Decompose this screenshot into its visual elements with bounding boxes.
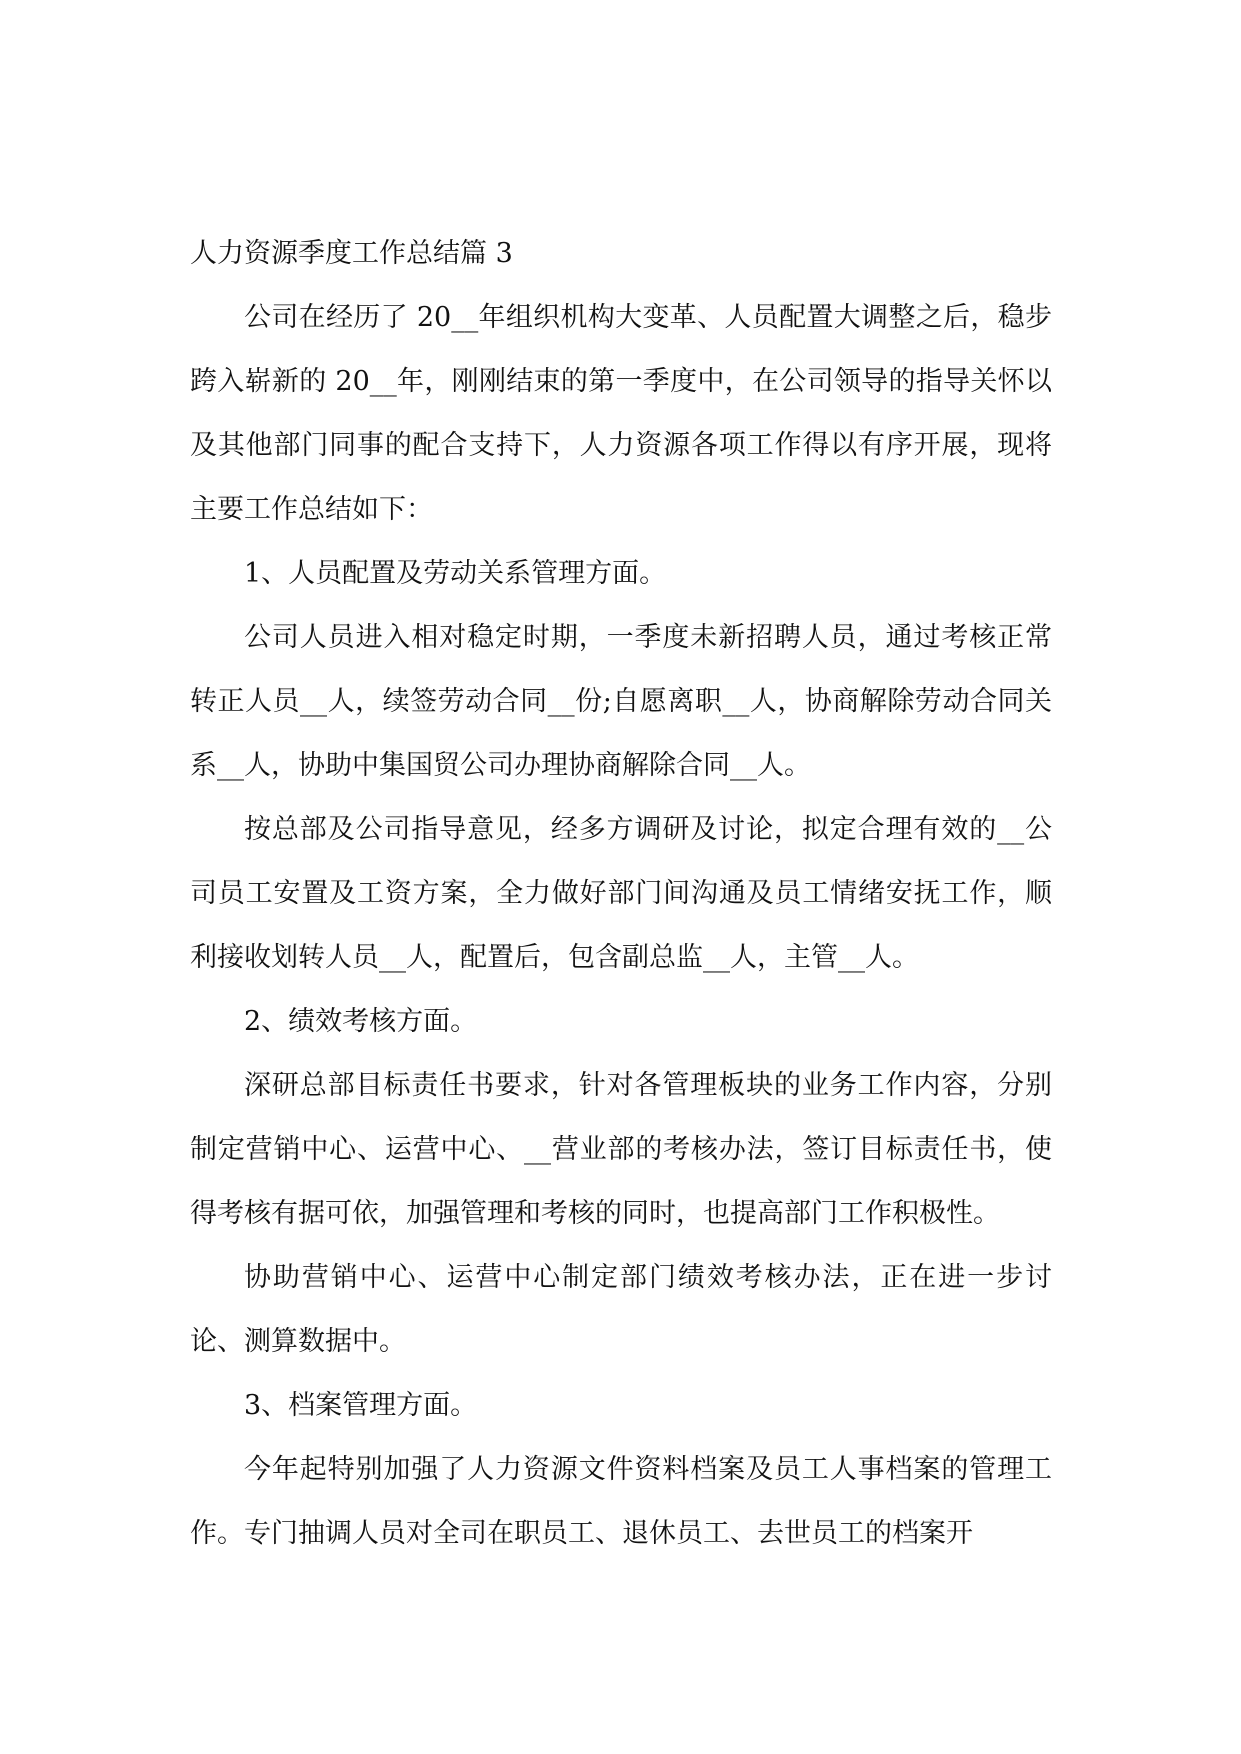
paragraph-archives: 今年起特别加强了人力资源文件资料档案及员工人事档案的管理工作。专门抽调人员对全司在职员工、退休员工、去世员工的档案开 <box>190 1454 1052 1549</box>
document-body <box>190 222 1052 1566</box>
paragraph-performance-assist: 协助营销中心、运营中心制定部门绩效考核办法，正在进一步讨论、测算数据中。 <box>190 1262 1052 1357</box>
paragraph-performance-targets: 深研总部目标责任书要求，针对各管理板块的业务工作内容，分别制定营销中心、运营中心、__营业部的考核办法，签订目标责任书，使得考核有据可依，加强管理和考核的同时，也提高部门工作积极性。 <box>190 1070 1052 1229</box>
paragraph-staffing-stats: 公司人员进入相对稳定时期，一季度未新招聘人员，通过考核正常转正人员__人，续签劳动合同__份;自愿离职__人，协商解除劳动合同关系__人，协助中集国贸公司办理协商解除合同__人。 <box>190 622 1052 781</box>
section-heading-archives: 3、档案管理方面。 <box>244 1390 478 1421</box>
document-title: 人力资源季度工作总结篇 3 <box>190 238 513 269</box>
section-heading-staffing: 1、人员配置及劳动关系管理方面。 <box>244 558 667 589</box>
section-heading-performance: 2、绩效考核方面。 <box>244 1006 478 1037</box>
paragraph-staffing-plan: 按总部及公司指导意见，经多方调研及讨论，拟定合理有效的__公司员工安置及工资方案，全力做好部门间沟通及员工情绪安抚工作，顺利接收划转人员__人，配置后，包含副总监__人，主管__人。 <box>190 814 1052 973</box>
paragraph-intro: 公司在经历了 20__年组织机构大变革、人员配置大调整之后，稳步跨入崭新的 20__年，刚刚结束的第一季度中，在公司领导的指导关怀以及其他部门同事的配合支持下，人力资源各项工作得以有序开展，现将主要工作总结如下： <box>190 302 1052 525</box>
